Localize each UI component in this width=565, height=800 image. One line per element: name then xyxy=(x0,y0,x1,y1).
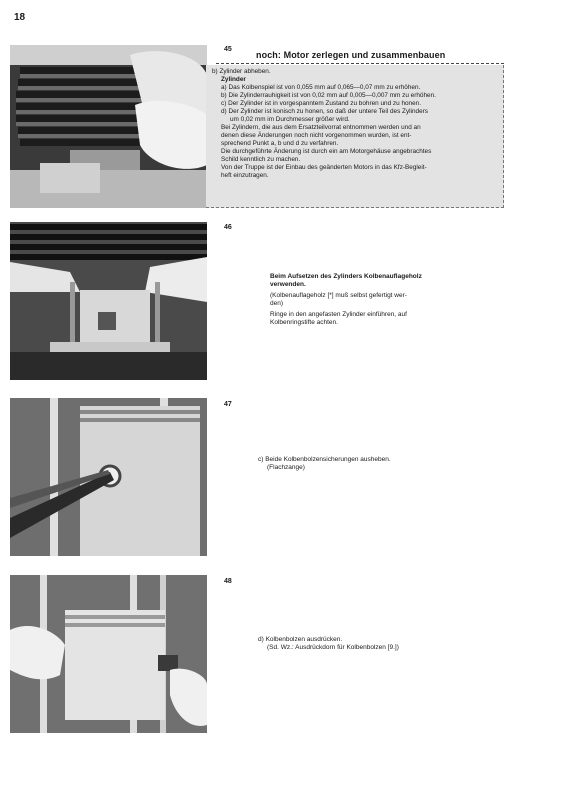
instruction-line: Ringe in den angefasten Zylinder einführen, auf xyxy=(270,310,407,318)
paragraph-line: Schild kenntlich zu machen. xyxy=(221,156,301,163)
paragraph-line: Bei Zylindern, die aus dem Ersatzteilvorrat entnommen werden und an xyxy=(221,124,421,131)
tool-note: (Sd. Wz.: Ausdrückdorn für Kolbenbolzen [9.]) xyxy=(267,644,399,652)
piston-block-photo xyxy=(10,222,207,380)
instruction-line: c) Beide Kolbenbolzensicherungen ausheben. xyxy=(258,456,391,463)
section-48-text xyxy=(258,636,458,655)
list-item: d) Der Zylinder ist konisch zu honen, so daß der untere Teil des Zylinders xyxy=(221,108,428,115)
figure-number: 45 xyxy=(224,46,232,53)
pin-removal-photo xyxy=(10,575,207,733)
section-heading: verwenden. xyxy=(270,281,306,289)
paragraph-line: Die durchgeführte Änderung ist durch ein am Motorgehäuse angebrachtes xyxy=(221,148,432,155)
section-47-text xyxy=(258,456,458,475)
list-item: a) Das Kolbenspiel ist von 0,055 mm auf 0,065—0,07 mm zu erhöhen. xyxy=(221,84,421,91)
section-46-text xyxy=(270,273,470,330)
note-line: den) xyxy=(270,300,284,308)
page-title: noch: Motor zerlegen und zusammenbauen xyxy=(256,50,446,60)
figure-number: 48 xyxy=(224,578,232,585)
instruction-line: d) Kolbenbolzen ausdrücken. xyxy=(258,636,343,643)
circlip-pliers-photo xyxy=(10,398,207,556)
tool-note: (Flachzange) xyxy=(267,464,305,472)
paragraph-line: denen diese Änderungen noch nicht vorgenommen wurden, ist ent- xyxy=(221,132,412,139)
title-divider xyxy=(216,63,504,64)
list-item: b) Die Zylinderrauhigkeit ist von 0,02 mm auf 0,005—0,007 mm zu erhöhen. xyxy=(221,92,436,99)
figure-number: 47 xyxy=(224,401,232,408)
section-heading: Beim Aufsetzen des Zylinders Kolbenauflageholz xyxy=(270,273,422,280)
figure-number: 46 xyxy=(224,224,232,231)
list-item: c) Der Zylinder ist in vorgespanntem Zustand zu bohren und zu honen. xyxy=(221,100,421,107)
paragraph-line: heft einzutragen. xyxy=(221,172,269,179)
list-item: um 0,02 mm im Durchmesser größer wird. xyxy=(230,116,350,123)
cylinder-info-box xyxy=(206,65,504,208)
page-number: 18 xyxy=(14,12,26,23)
box-heading: Zylinder xyxy=(221,76,246,83)
step-text: b) Zylinder abheben. xyxy=(212,68,271,75)
note-line: (Kolbenauflageholz [*] muß selbst gefertigt wer- xyxy=(270,291,407,299)
paragraph-line: Von der Truppe ist der Einbau des geänderten Motors in das Kfz-Begleit- xyxy=(221,164,427,171)
instruction-line: Kolbenringstifte achten. xyxy=(270,319,338,327)
cylinder-lift-photo xyxy=(10,45,207,208)
paragraph-line: sprechend Punkt a, b und d zu verfahren. xyxy=(221,140,339,147)
